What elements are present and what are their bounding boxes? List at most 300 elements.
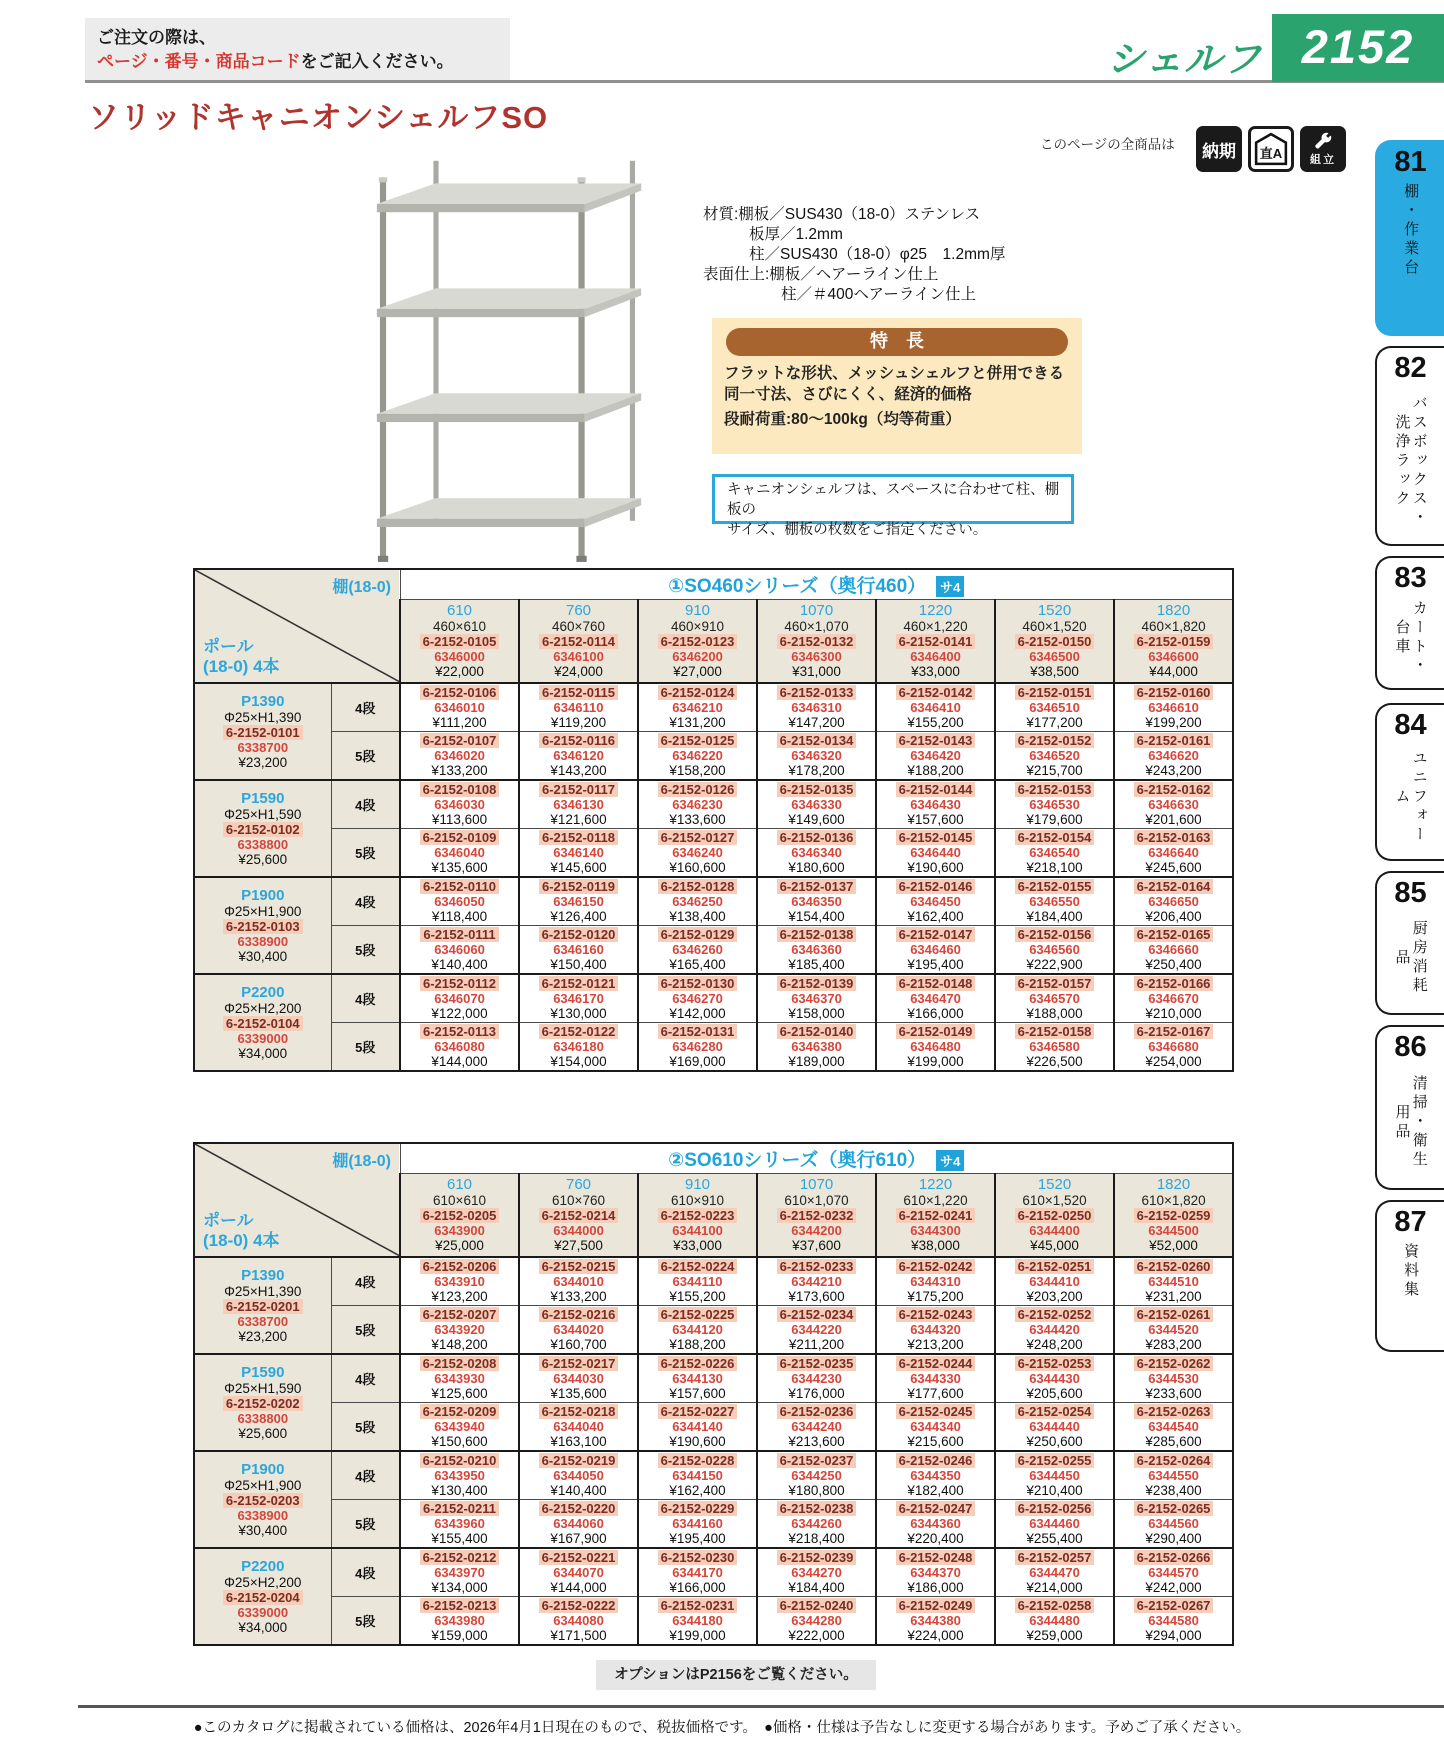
price: ¥25,000 [435, 1238, 484, 1254]
order-code: 6-2152-0108 [403, 782, 516, 797]
price: ¥214,000 [1026, 1579, 1083, 1595]
item-code: 6344470 [1029, 1564, 1080, 1580]
order-code: 6-2152-0107 [403, 733, 516, 748]
size-badge: サ4 [936, 1150, 964, 1171]
tier-label: 5段 [331, 1305, 400, 1354]
price: ¥154,400 [788, 908, 845, 924]
item-code: 6344520 [1148, 1321, 1199, 1337]
price: ¥133,200 [550, 1288, 607, 1304]
shelf-dimensions: 610×910 [671, 1193, 724, 1209]
price: ¥231,200 [1145, 1288, 1202, 1304]
item-code: 6346610 [1148, 699, 1199, 715]
order-code: 6-2152-0208 [403, 1356, 516, 1371]
item-code: 6346020 [434, 747, 485, 763]
product-cell [757, 780, 876, 829]
order-code: 6-2152-0159 [1117, 634, 1230, 649]
item-code: 6344080 [553, 1612, 604, 1628]
order-code: 6-2152-0154 [998, 830, 1111, 845]
price: ¥27,500 [554, 1238, 603, 1254]
price: ¥188,000 [1026, 1005, 1083, 1021]
order-code: 6-2152-0244 [879, 1356, 992, 1371]
order-code: 6-2152-0158 [998, 1024, 1111, 1039]
order-code: 6-2152-0164 [1117, 879, 1230, 894]
shelf-dimensions: 610×1,520 [1022, 1193, 1087, 1209]
product-photo [325, 132, 655, 564]
shelf-dimensions: 460×1,070 [784, 619, 849, 635]
product-cell [995, 1022, 1114, 1071]
price: ¥34,000 [238, 1045, 288, 1061]
features-box [712, 318, 1082, 454]
order-code: 6-2152-0218 [522, 1404, 635, 1419]
spec-line: 表面仕上:棚板／ヘアーライン仕上 [703, 266, 939, 283]
price: ¥160,600 [669, 859, 726, 875]
price: ¥163,100 [550, 1433, 607, 1449]
order-code: 6-2152-0235 [760, 1356, 873, 1371]
shelf-size: 1070 [799, 602, 834, 620]
shelf-dimensions: 460×610 [433, 619, 486, 635]
item-code: 6343970 [434, 1564, 485, 1580]
corner-pole-label: ポール (18-0) 4本 [203, 1211, 280, 1250]
item-code: 6346010 [434, 699, 485, 715]
price: ¥155,400 [431, 1530, 488, 1546]
item-code: 6343980 [434, 1612, 485, 1628]
product-cell [638, 731, 757, 780]
pole-name: P1390 [241, 1266, 285, 1284]
product-cell [1114, 877, 1233, 926]
order-code: 6-2152-0125 [641, 733, 754, 748]
order-code: 6-2152-0167 [1117, 1024, 1230, 1039]
price: ¥238,400 [1145, 1482, 1202, 1498]
order-code: 6-2152-0213 [403, 1598, 516, 1613]
product-cell [876, 828, 995, 877]
pole-spec: Φ25×H1,390 [224, 1283, 302, 1299]
order-code: 6-2152-0246 [879, 1453, 992, 1468]
order-code: 6-2152-0160 [1117, 685, 1230, 700]
price: ¥25,600 [238, 1425, 288, 1441]
price: ¥213,600 [788, 1433, 845, 1449]
price: ¥294,000 [1145, 1627, 1202, 1643]
shelf-size: 1520 [1037, 1176, 1072, 1194]
order-code: 6-2152-0109 [403, 830, 516, 845]
shelf-size: 1070 [799, 1176, 834, 1194]
product-cell [1114, 731, 1233, 780]
price: ¥135,600 [431, 859, 488, 875]
price: ¥169,000 [669, 1053, 726, 1069]
item-code: 6344300 [910, 1223, 961, 1239]
price: ¥190,600 [669, 1433, 726, 1449]
tier-label: 4段 [331, 780, 400, 829]
product-cell [995, 1596, 1114, 1645]
item-code: 6344050 [553, 1467, 604, 1483]
price: ¥283,200 [1145, 1336, 1202, 1352]
order-code: 6-2152-0250 [998, 1208, 1111, 1223]
price: ¥23,200 [238, 1328, 288, 1344]
price: ¥33,000 [911, 664, 960, 680]
tier-label: 5段 [331, 1402, 400, 1451]
order-code: 6-2152-0252 [998, 1307, 1111, 1322]
product-cell [638, 877, 757, 926]
price: ¥220,400 [907, 1530, 964, 1546]
product-cell [400, 731, 519, 780]
shelf-size: 910 [684, 1176, 711, 1194]
product-cell [400, 1548, 519, 1597]
order-code: 6-2152-0140 [760, 1024, 873, 1039]
product-cell [995, 731, 1114, 780]
product-cell [519, 877, 638, 926]
product-cell [1114, 1022, 1233, 1071]
product-cell [995, 1354, 1114, 1403]
item-code: 6346180 [553, 1038, 604, 1054]
item-code: 6346200 [672, 649, 723, 665]
order-code: 6-2152-0135 [760, 782, 873, 797]
column-header [519, 600, 638, 683]
price: ¥22,000 [435, 664, 484, 680]
item-code: 6344270 [791, 1564, 842, 1580]
product-cell [519, 1354, 638, 1403]
product-cell [400, 1596, 519, 1645]
order-code: 6-2152-0237 [760, 1453, 873, 1468]
item-code: 6346030 [434, 796, 485, 812]
order-code: 6-2152-0219 [522, 1453, 635, 1468]
item-code: 6346340 [791, 844, 842, 860]
price: ¥142,000 [669, 1005, 726, 1021]
sidebar-tab-87[interactable]: 87 資料集 [1375, 1200, 1444, 1352]
price: ¥134,000 [431, 1579, 488, 1595]
product-cell [757, 1548, 876, 1597]
product-cell [638, 1354, 757, 1403]
product-cell [1114, 1402, 1233, 1451]
price: ¥218,100 [1026, 859, 1083, 875]
product-cell [757, 1402, 876, 1451]
price: ¥224,000 [907, 1627, 964, 1643]
item-code: 6346400 [910, 649, 961, 665]
order-code: 6-2152-0239 [760, 1550, 873, 1565]
page-number: 2152 [1272, 14, 1444, 82]
product-cell [400, 1499, 519, 1548]
item-code: 6344240 [791, 1418, 842, 1434]
options-reference-note: オプションはP2156をご覧ください。 [596, 1660, 876, 1690]
order-code: 6-2152-0148 [879, 976, 992, 991]
order-code: 6-2152-0130 [641, 976, 754, 991]
product-cell [1114, 1499, 1233, 1548]
product-cell [519, 1402, 638, 1451]
price: ¥162,400 [907, 908, 964, 924]
price: ¥130,000 [550, 1005, 607, 1021]
order-code: 6-2152-0146 [879, 879, 992, 894]
product-cell [638, 1548, 757, 1597]
item-code: 6346250 [672, 893, 723, 909]
product-cell [757, 1354, 876, 1403]
price: ¥242,000 [1145, 1579, 1202, 1595]
price: ¥149,600 [788, 811, 845, 827]
order-code: 6-2152-0166 [1117, 976, 1230, 991]
item-code: 6346530 [1029, 796, 1080, 812]
product-cell [1114, 1451, 1233, 1500]
order-code: 6-2152-0259 [1117, 1208, 1230, 1223]
price: ¥180,600 [788, 859, 845, 875]
shelf-size: 760 [565, 1176, 592, 1194]
price: ¥45,000 [1030, 1238, 1079, 1254]
shelf-size: 1220 [918, 602, 953, 620]
order-code: 6-2152-0238 [760, 1501, 873, 1516]
order-code: 6-2152-0221 [522, 1550, 635, 1565]
price: ¥37,600 [792, 1238, 841, 1254]
item-code: 6346560 [1029, 941, 1080, 957]
product-cell [400, 1451, 519, 1500]
order-code: 6-2152-0249 [879, 1598, 992, 1613]
item-code: 6346430 [910, 796, 961, 812]
product-cell [400, 925, 519, 974]
product-cell [400, 1305, 519, 1354]
price: ¥133,600 [669, 811, 726, 827]
item-code: 6346220 [672, 747, 723, 763]
product-cell [995, 683, 1114, 732]
item-code: 6344040 [553, 1418, 604, 1434]
item-code: 6339000 [237, 1604, 289, 1620]
shelf-dimensions: 610×1,820 [1141, 1193, 1206, 1209]
order-code: 6-2152-0209 [403, 1404, 516, 1419]
price: ¥140,400 [550, 1482, 607, 1498]
pole-name: P1590 [241, 1363, 285, 1381]
price: ¥222,000 [788, 1627, 845, 1643]
price: ¥213,200 [907, 1336, 964, 1352]
product-cell [757, 1499, 876, 1548]
item-code: 6344150 [672, 1467, 723, 1483]
item-code: 6338800 [237, 836, 289, 852]
product-cell [638, 1499, 757, 1548]
price: ¥178,200 [788, 762, 845, 778]
order-code: 6-2152-0106 [403, 685, 516, 700]
product-cell [757, 1305, 876, 1354]
price: ¥150,400 [550, 956, 607, 972]
order-code: 6-2152-0101 [197, 725, 329, 740]
price: ¥255,400 [1026, 1530, 1083, 1546]
price: ¥188,200 [907, 762, 964, 778]
item-code: 6346570 [1029, 990, 1080, 1006]
item-code: 6346150 [553, 893, 604, 909]
item-code: 6344450 [1029, 1467, 1080, 1483]
order-code: 6-2152-0214 [522, 1208, 635, 1223]
spec-order-note: キャニオンシェルフは、スペースに合わせて柱、棚板の サイズ、棚板の枚数をご指定ください。 [712, 474, 1074, 524]
order-code: 6-2152-0210 [403, 1453, 516, 1468]
price: ¥38,500 [1030, 664, 1079, 680]
price: ¥144,000 [550, 1579, 607, 1595]
order-code: 6-2152-0117 [522, 782, 635, 797]
product-cell [876, 731, 995, 780]
order-note-line1: ご注文の際は、 [97, 28, 216, 47]
price: ¥23,200 [238, 754, 288, 770]
item-code: 6344340 [910, 1418, 961, 1434]
price: ¥199,200 [1145, 714, 1202, 730]
order-code: 6-2152-0143 [879, 733, 992, 748]
item-code: 6343950 [434, 1467, 485, 1483]
price: ¥290,400 [1145, 1530, 1202, 1546]
table-title [400, 1143, 1233, 1174]
tier-label: 5段 [331, 731, 400, 780]
order-code: 6-2152-0266 [1117, 1550, 1230, 1565]
product-cell [1114, 1305, 1233, 1354]
wrench-icon [1313, 131, 1333, 151]
sidebar-tab-85[interactable]: 85 厨房消耗品 [1375, 871, 1444, 1015]
order-code: 6-2152-0256 [998, 1501, 1111, 1516]
product-cell [400, 828, 519, 877]
order-code: 6-2152-0247 [879, 1501, 992, 1516]
order-code: 6-2152-0131 [641, 1024, 754, 1039]
price: ¥144,000 [431, 1053, 488, 1069]
price: ¥158,000 [788, 1005, 845, 1021]
order-code: 6-2152-0119 [522, 879, 635, 894]
item-code: 6344410 [1029, 1273, 1080, 1289]
price: ¥131,200 [669, 714, 726, 730]
price: ¥185,400 [788, 956, 845, 972]
order-code: 6-2152-0215 [522, 1259, 635, 1274]
price: ¥210,400 [1026, 1482, 1083, 1498]
order-code: 6-2152-0223 [641, 1208, 754, 1223]
item-code: 6344220 [791, 1321, 842, 1337]
product-cell [876, 925, 995, 974]
tier-label: 5段 [331, 828, 400, 877]
order-code: 6-2152-0120 [522, 927, 635, 942]
item-code: 6346060 [434, 941, 485, 957]
item-code: 6346110 [553, 699, 604, 715]
item-code: 6346260 [672, 941, 723, 957]
price: ¥199,000 [907, 1053, 964, 1069]
order-instruction-box [85, 18, 510, 83]
order-code: 6-2152-0128 [641, 879, 754, 894]
price: ¥176,000 [788, 1385, 845, 1401]
product-cell [995, 1499, 1114, 1548]
order-code: 6-2152-0145 [879, 830, 992, 845]
price: ¥30,400 [238, 1522, 288, 1538]
column-header [995, 600, 1114, 683]
order-code: 6-2152-0115 [522, 685, 635, 700]
order-code: 6-2152-0241 [879, 1208, 992, 1223]
order-code: 6-2152-0142 [879, 685, 992, 700]
product-cell [1114, 1596, 1233, 1645]
order-code: 6-2152-0161 [1117, 733, 1230, 748]
price: ¥33,000 [673, 1238, 722, 1254]
price: ¥166,000 [669, 1579, 726, 1595]
sidebar-tab-82[interactable]: 82 バスボックス・洗浄ラック [1375, 346, 1444, 546]
sidebar-tab-86[interactable]: 86 清掃・衛生用品 [1375, 1025, 1444, 1190]
product-cell [757, 974, 876, 1023]
price: ¥24,000 [554, 664, 603, 680]
shelf-dimensions: 460×910 [671, 619, 724, 635]
order-code: 6-2152-0103 [197, 919, 329, 934]
table-title [400, 569, 1233, 600]
order-code: 6-2152-0137 [760, 879, 873, 894]
column-header [1114, 1174, 1233, 1257]
order-code: 6-2152-0144 [879, 782, 992, 797]
pole-header [194, 780, 331, 877]
pole-header [194, 877, 331, 974]
column-header [519, 1174, 638, 1257]
product-cell [995, 877, 1114, 926]
order-code: 6-2152-0260 [1117, 1259, 1230, 1274]
order-code: 6-2152-0204 [197, 1590, 329, 1605]
order-code: 6-2152-0105 [403, 634, 516, 649]
item-code: 6346420 [910, 747, 961, 763]
product-cell [876, 1305, 995, 1354]
shelf-dimensions: 460×760 [552, 619, 605, 635]
order-code: 6-2152-0233 [760, 1259, 873, 1274]
price: ¥171,500 [550, 1627, 607, 1643]
product-cell [876, 1354, 995, 1403]
order-code: 6-2152-0141 [879, 634, 992, 649]
price: ¥245,600 [1145, 859, 1202, 875]
item-code: 6346360 [791, 941, 842, 957]
order-code: 6-2152-0121 [522, 976, 635, 991]
order-code: 6-2152-0126 [641, 782, 754, 797]
pole-header [194, 1354, 331, 1451]
product-cell [876, 974, 995, 1023]
price: ¥155,200 [669, 1288, 726, 1304]
item-code: 6338900 [237, 1507, 289, 1523]
sidebar-tab-84[interactable]: 84 ユニフォーム [1375, 703, 1444, 861]
product-cell [519, 731, 638, 780]
price: ¥119,200 [550, 714, 607, 730]
price: ¥159,000 [431, 1627, 488, 1643]
size-badge: サ4 [936, 576, 964, 597]
order-code: 6-2152-0129 [641, 927, 754, 942]
item-code: 6344180 [672, 1612, 723, 1628]
pole-header [194, 974, 331, 1071]
order-code: 6-2152-0110 [403, 879, 516, 894]
price: ¥182,400 [907, 1482, 964, 1498]
order-code: 6-2152-0203 [197, 1493, 329, 1508]
item-code: 6346000 [434, 649, 485, 665]
item-code: 6346670 [1148, 990, 1199, 1006]
sidebar-tab-81[interactable]: 81 棚・作業台 [1375, 140, 1444, 336]
item-code: 6346280 [672, 1038, 723, 1054]
price: ¥34,000 [238, 1619, 288, 1635]
product-cell [1114, 683, 1233, 732]
price: ¥250,400 [1145, 956, 1202, 972]
pole-name: P1590 [241, 789, 285, 807]
order-code: 6-2152-0212 [403, 1550, 516, 1565]
product-cell [400, 1022, 519, 1071]
footer-divider [78, 1705, 1444, 1708]
order-note-line2: ページ・番号・商品コードをご記入ください。 [97, 52, 454, 71]
price: ¥165,400 [669, 956, 726, 972]
shelf-size: 910 [684, 602, 711, 620]
pole-spec: Φ25×H2,200 [224, 1574, 302, 1590]
product-cell [757, 877, 876, 926]
order-code: 6-2152-0227 [641, 1404, 754, 1419]
item-code: 6338900 [237, 933, 289, 949]
column-header [995, 1174, 1114, 1257]
tier-label: 4段 [331, 683, 400, 732]
item-code: 6346520 [1029, 747, 1080, 763]
price: ¥130,400 [431, 1482, 488, 1498]
item-code: 6338700 [237, 739, 289, 755]
product-cell [519, 974, 638, 1023]
corner-pole-label: ポール (18-0) 4本 [203, 637, 280, 676]
price: ¥188,200 [669, 1336, 726, 1352]
product-cell [876, 1451, 995, 1500]
order-code: 6-2152-0155 [998, 879, 1111, 894]
sidebar-tab-83[interactable]: 83 カート・台車 [1375, 556, 1444, 690]
price: ¥184,400 [1026, 908, 1083, 924]
pole-name: P1390 [241, 692, 285, 710]
tier-label: 5段 [331, 1596, 400, 1645]
order-code: 6-2152-0230 [641, 1550, 754, 1565]
price: ¥135,600 [550, 1385, 607, 1401]
item-code: 6343900 [434, 1223, 485, 1239]
product-cell [757, 1451, 876, 1500]
price: ¥211,200 [788, 1336, 845, 1352]
order-code: 6-2152-0211 [403, 1501, 516, 1516]
